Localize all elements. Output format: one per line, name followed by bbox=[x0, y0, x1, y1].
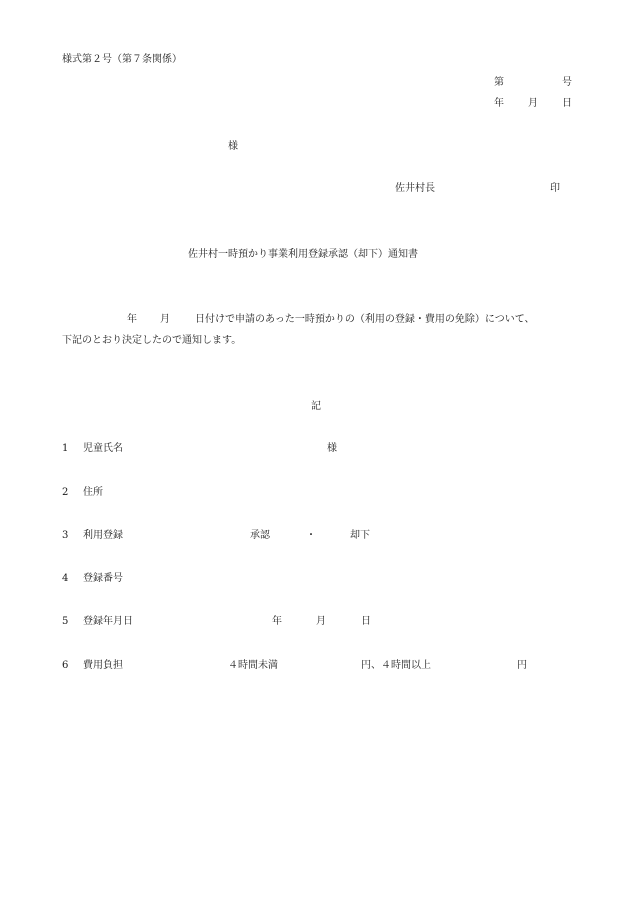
seal-mark: 印 bbox=[550, 183, 560, 194]
item-3-approve: 承認 bbox=[250, 530, 270, 541]
item-5-day: 日 bbox=[361, 616, 371, 627]
document-title: 佐井村一時預かり事業利用登録承認（却下）通知書 bbox=[188, 249, 418, 260]
date-month: 月 bbox=[528, 98, 538, 109]
body-line2: 下記のとおり決定したので通知します。 bbox=[62, 335, 242, 346]
item-2-number: 2 bbox=[62, 487, 69, 498]
item-1-number: 1 bbox=[62, 443, 69, 454]
item-4-label: 登録番号 bbox=[83, 573, 123, 584]
item-2-label: 住所 bbox=[83, 487, 103, 498]
item-5-label: 登録年月日 bbox=[83, 616, 133, 627]
item-6-label: 費用負担 bbox=[83, 660, 123, 671]
date-year: 年 bbox=[494, 98, 504, 109]
item-3-number: 3 bbox=[62, 530, 69, 541]
doc-number-suffix: 号 bbox=[562, 77, 572, 88]
ki-heading: 記 bbox=[311, 401, 321, 412]
body-year: 年 bbox=[127, 314, 137, 325]
doc-number-prefix: 第 bbox=[494, 77, 504, 88]
item-6-number: 6 bbox=[62, 660, 69, 671]
item-3-reject: 却下 bbox=[350, 530, 370, 541]
item-6-yen: 円 bbox=[517, 660, 527, 671]
item-1-suffix: 様 bbox=[327, 443, 337, 454]
item-6-under-4h: ４時間未満 bbox=[228, 660, 278, 671]
body-line1-rest: 日付けで申請のあった一時預かりの（利用の登録・費用の免除）について、 bbox=[195, 314, 535, 325]
item-1-label: 児童氏名 bbox=[83, 443, 123, 454]
item-5-number: 5 bbox=[62, 616, 69, 627]
body-month: 月 bbox=[160, 314, 170, 325]
item-6-yen-over-4h: 円、４時間以上 bbox=[361, 660, 431, 671]
issuer-title: 佐井村長 bbox=[395, 183, 435, 194]
item-3-label: 利用登録 bbox=[83, 530, 123, 541]
form-label: 様式第２号（第７条関係） bbox=[62, 54, 182, 65]
addressee-suffix: 様 bbox=[228, 141, 238, 152]
item-3-separator: ・ bbox=[306, 530, 316, 541]
item-5-year: 年 bbox=[272, 616, 282, 627]
date-day: 日 bbox=[562, 98, 572, 109]
item-4-number: 4 bbox=[62, 573, 69, 584]
item-5-month: 月 bbox=[316, 616, 326, 627]
